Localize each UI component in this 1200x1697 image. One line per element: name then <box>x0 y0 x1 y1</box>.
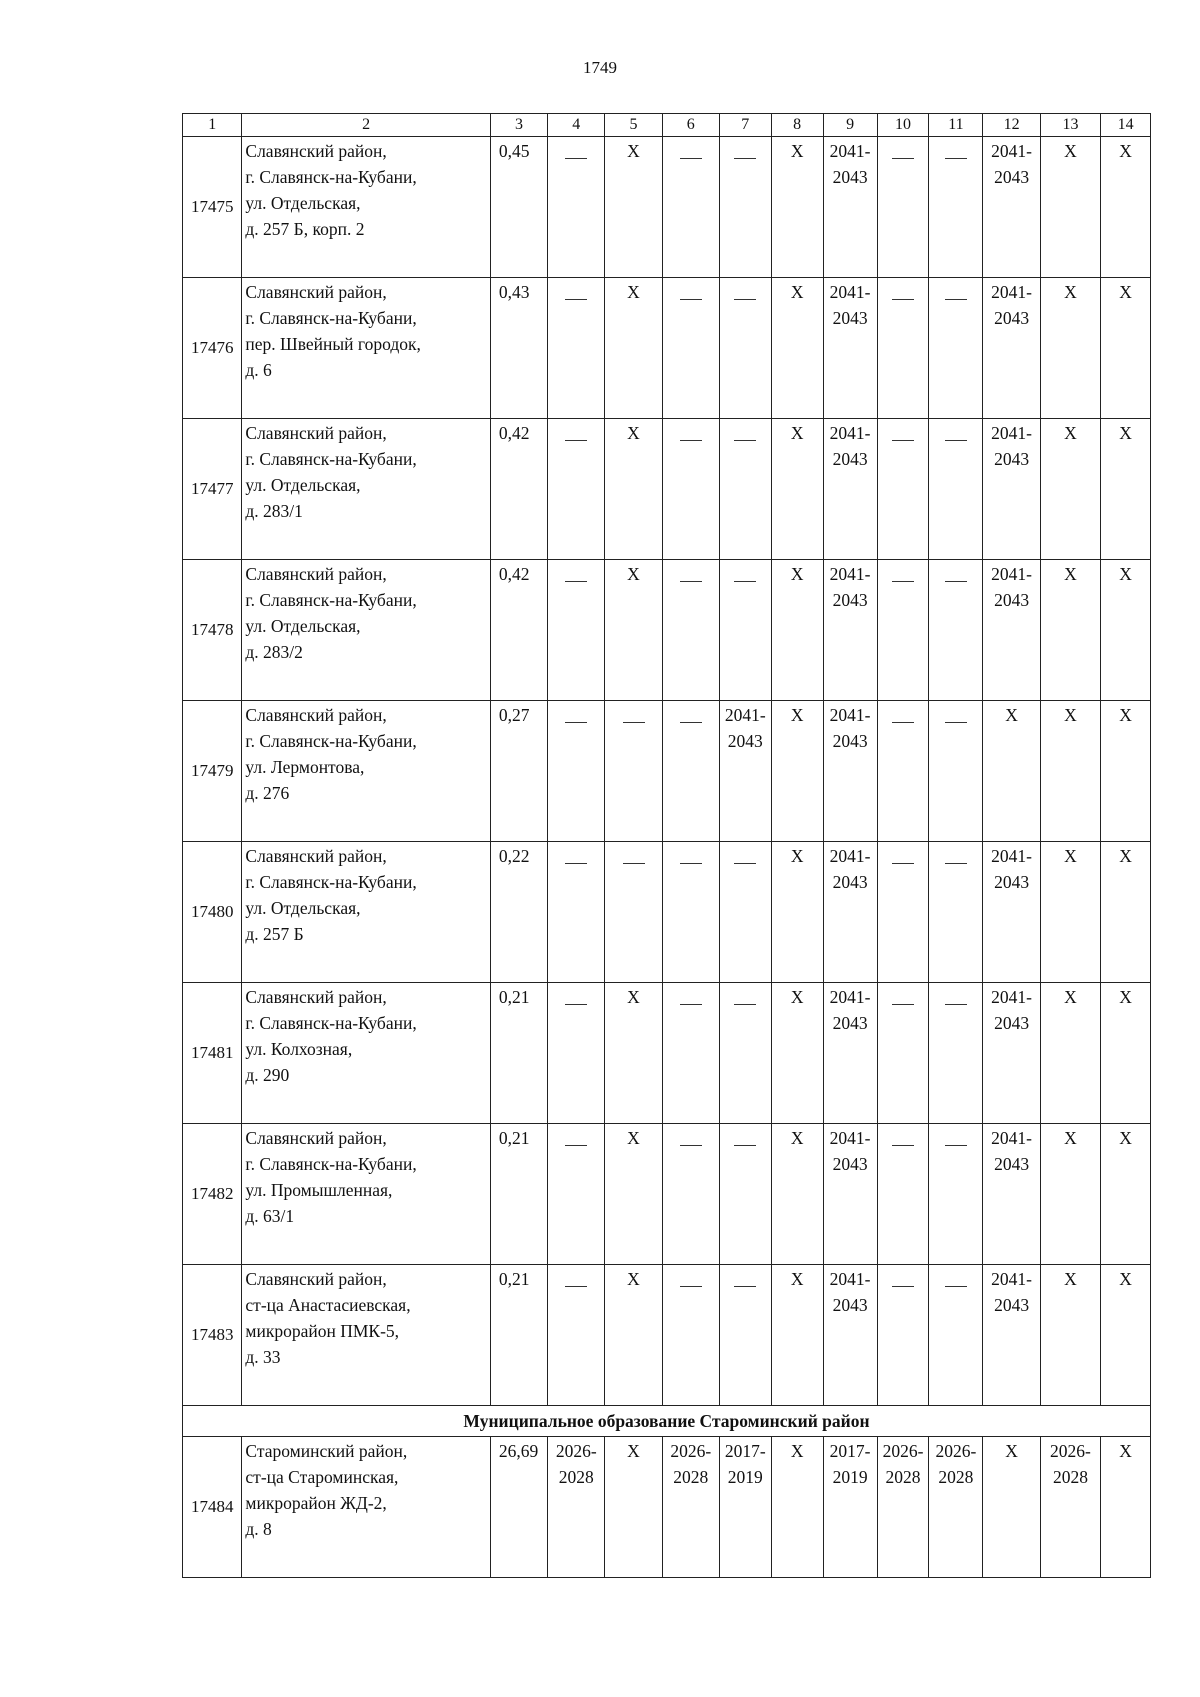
address-cell: Славянский район, г. Славянск-на-Кубани, ул. Колхозная, д. 290 <box>242 983 490 1124</box>
dash-mark <box>945 863 967 864</box>
dash-mark <box>565 299 587 300</box>
value-cell <box>877 983 929 1124</box>
dash-mark <box>945 1145 967 1146</box>
dash-mark <box>892 440 914 441</box>
value-cell: Х <box>771 560 823 701</box>
value-cell: 2026- 2028 <box>1040 1437 1101 1578</box>
dash-mark <box>565 158 587 159</box>
value-cell <box>548 278 605 419</box>
address-cell: Славянский район, г. Славянск-на-Кубани, пер. Швейный городок, д. 6 <box>242 278 490 419</box>
value-cell <box>877 137 929 278</box>
dash-mark <box>623 863 645 864</box>
table-row <box>183 1437 1151 1578</box>
value-cell <box>662 1265 719 1406</box>
value-cell: Х <box>1040 419 1101 560</box>
value-cell: Х <box>771 1437 823 1578</box>
value-cell: Х <box>1101 983 1151 1124</box>
dash-mark <box>680 1145 702 1146</box>
dash-mark <box>680 722 702 723</box>
value-cell: 2041- 2043 <box>719 701 771 842</box>
value-cell <box>605 842 662 983</box>
value-cell: Х <box>771 842 823 983</box>
value-cell <box>605 701 662 842</box>
section-title: Муниципальное образование Староминский район <box>183 1406 1151 1437</box>
value-cell: 2017- 2019 <box>719 1437 771 1578</box>
value-cell <box>719 560 771 701</box>
address-cell: Славянский район, г. Славянск-на-Кубани, ул. Лермонтова, д. 276 <box>242 701 490 842</box>
value-cell <box>719 278 771 419</box>
value-cell: 2041- 2043 <box>983 842 1040 983</box>
dash-mark <box>680 299 702 300</box>
value-cell <box>929 701 983 842</box>
value-cell <box>548 842 605 983</box>
table-row <box>183 137 1151 278</box>
dash-mark <box>565 1145 587 1146</box>
dash-mark <box>734 1145 756 1146</box>
dash-mark <box>945 1004 967 1005</box>
dash-mark <box>680 863 702 864</box>
column-number-1: 1 <box>183 114 242 137</box>
value-cell: 2041- 2043 <box>823 1265 877 1406</box>
value-cell: Х <box>771 278 823 419</box>
column-number-13: 13 <box>1040 114 1101 137</box>
dash-mark <box>734 299 756 300</box>
value-cell: Х <box>605 1265 662 1406</box>
column-number-9: 9 <box>823 114 877 137</box>
value-cell: 2041- 2043 <box>823 560 877 701</box>
column-number-10: 10 <box>877 114 929 137</box>
value-cell <box>548 701 605 842</box>
value-cell <box>877 560 929 701</box>
column-number-12: 12 <box>983 114 1040 137</box>
register-table <box>182 113 1151 1578</box>
row-number: 17483 <box>183 1265 242 1406</box>
address-cell: Староминский район, ст-ца Староминская, микрорайон ЖД-2, д. 8 <box>242 1437 490 1578</box>
value-cell: Х <box>983 1437 1040 1578</box>
row-number: 17475 <box>183 137 242 278</box>
value-cell <box>719 1124 771 1265</box>
value-cell: 2041- 2043 <box>823 842 877 983</box>
value-cell: Х <box>771 983 823 1124</box>
dash-mark <box>892 863 914 864</box>
value-cell: Х <box>771 419 823 560</box>
value-cell: 2041- 2043 <box>983 419 1040 560</box>
dash-mark <box>734 863 756 864</box>
value-cell <box>929 278 983 419</box>
row-number: 17484 <box>183 1437 242 1578</box>
value-cell <box>662 560 719 701</box>
value-cell <box>719 137 771 278</box>
dash-mark <box>734 1004 756 1005</box>
value-cell <box>719 983 771 1124</box>
value-cell <box>929 842 983 983</box>
address-cell: Славянский район, г. Славянск-на-Кубани, ул. Промышленная, д. 63/1 <box>242 1124 490 1265</box>
column-number-6: 6 <box>662 114 719 137</box>
dash-mark <box>892 581 914 582</box>
value-cell <box>548 1265 605 1406</box>
value-cell: Х <box>771 137 823 278</box>
table-body <box>183 114 1151 1578</box>
value-cell: Х <box>1040 842 1101 983</box>
area-value: 0,43 <box>490 278 547 419</box>
dash-mark <box>892 158 914 159</box>
value-cell: 2041- 2043 <box>983 983 1040 1124</box>
value-cell <box>662 842 719 983</box>
value-cell: Х <box>605 983 662 1124</box>
dash-mark <box>945 440 967 441</box>
row-number: 17481 <box>183 983 242 1124</box>
table-row <box>183 560 1151 701</box>
value-cell: 2041- 2043 <box>823 419 877 560</box>
value-cell: Х <box>1101 1124 1151 1265</box>
value-cell: 2041- 2043 <box>823 701 877 842</box>
address-cell: Славянский район, г. Славянск-на-Кубани, ул. Отдельская, д. 257 Б, корп. 2 <box>242 137 490 278</box>
column-number-2: 2 <box>242 114 490 137</box>
value-cell <box>548 1124 605 1265</box>
value-cell: Х <box>605 419 662 560</box>
dash-mark <box>734 1286 756 1287</box>
column-number-3: 3 <box>490 114 547 137</box>
value-cell <box>662 137 719 278</box>
area-value: 0,22 <box>490 842 547 983</box>
row-number: 17479 <box>183 701 242 842</box>
area-value: 0,42 <box>490 560 547 701</box>
dash-mark <box>680 581 702 582</box>
dash-mark <box>734 440 756 441</box>
value-cell: Х <box>1040 1124 1101 1265</box>
dash-mark <box>565 722 587 723</box>
dash-mark <box>565 1286 587 1287</box>
area-value: 0,42 <box>490 419 547 560</box>
page-number: 1749 <box>583 58 617 77</box>
value-cell: Х <box>771 701 823 842</box>
value-cell <box>719 842 771 983</box>
dash-mark <box>892 722 914 723</box>
table-row <box>183 842 1151 983</box>
area-value: 26,69 <box>490 1437 547 1578</box>
dash-mark <box>565 581 587 582</box>
area-value: 0,21 <box>490 1124 547 1265</box>
value-cell: 2026- 2028 <box>662 1437 719 1578</box>
table-row <box>183 983 1151 1124</box>
value-cell <box>929 137 983 278</box>
value-cell: Х <box>1101 1265 1151 1406</box>
value-cell <box>548 137 605 278</box>
dash-mark <box>680 158 702 159</box>
column-number-14: 14 <box>1101 114 1151 137</box>
value-cell: 2017- 2019 <box>823 1437 877 1578</box>
area-value: 0,21 <box>490 1265 547 1406</box>
value-cell: Х <box>771 1124 823 1265</box>
value-cell: Х <box>771 1265 823 1406</box>
value-cell: Х <box>605 278 662 419</box>
value-cell: Х <box>1040 983 1101 1124</box>
value-cell <box>929 1124 983 1265</box>
value-cell: 2026- 2028 <box>929 1437 983 1578</box>
value-cell: Х <box>1101 419 1151 560</box>
value-cell <box>548 419 605 560</box>
dash-mark <box>892 1004 914 1005</box>
value-cell <box>662 419 719 560</box>
dash-mark <box>945 722 967 723</box>
value-cell <box>548 983 605 1124</box>
column-number-header <box>183 114 1151 137</box>
dash-mark <box>945 158 967 159</box>
dash-mark <box>892 1145 914 1146</box>
value-cell: 2041- 2043 <box>823 983 877 1124</box>
value-cell: Х <box>983 701 1040 842</box>
value-cell <box>929 419 983 560</box>
value-cell: Х <box>1040 560 1101 701</box>
value-cell: Х <box>605 560 662 701</box>
value-cell: Х <box>1101 278 1151 419</box>
dash-mark <box>565 440 587 441</box>
column-number-4: 4 <box>548 114 605 137</box>
value-cell: 2041- 2043 <box>823 1124 877 1265</box>
row-number: 17477 <box>183 419 242 560</box>
value-cell <box>929 983 983 1124</box>
table-row <box>183 278 1151 419</box>
value-cell <box>929 1265 983 1406</box>
dash-mark <box>734 581 756 582</box>
value-cell: 2041- 2043 <box>983 560 1040 701</box>
value-cell <box>662 1124 719 1265</box>
table-row <box>183 1265 1151 1406</box>
address-cell: Славянский район, г. Славянск-на-Кубани, ул. Отдельская, д. 283/2 <box>242 560 490 701</box>
value-cell: Х <box>605 137 662 278</box>
value-cell: Х <box>1040 701 1101 842</box>
dash-mark <box>565 1004 587 1005</box>
value-cell: 2041- 2043 <box>823 137 877 278</box>
table-row <box>183 701 1151 842</box>
value-cell: 2041- 2043 <box>983 1265 1040 1406</box>
address-cell: Славянский район, г. Славянск-на-Кубани, ул. Отдельская, д. 257 Б <box>242 842 490 983</box>
row-number: 17482 <box>183 1124 242 1265</box>
row-number: 17478 <box>183 560 242 701</box>
value-cell <box>877 701 929 842</box>
value-cell <box>877 842 929 983</box>
area-value: 0,45 <box>490 137 547 278</box>
dash-mark <box>945 1286 967 1287</box>
value-cell: 2026- 2028 <box>548 1437 605 1578</box>
value-cell: Х <box>1101 701 1151 842</box>
value-cell <box>877 419 929 560</box>
row-number: 17476 <box>183 278 242 419</box>
value-cell: 2041- 2043 <box>823 278 877 419</box>
value-cell: 2026- 2028 <box>877 1437 929 1578</box>
column-number-5: 5 <box>605 114 662 137</box>
dash-mark <box>680 440 702 441</box>
value-cell <box>662 983 719 1124</box>
value-cell: Х <box>1101 842 1151 983</box>
value-cell: Х <box>1040 278 1101 419</box>
value-cell: 2041- 2043 <box>983 278 1040 419</box>
area-value: 0,21 <box>490 983 547 1124</box>
value-cell: Х <box>1101 560 1151 701</box>
value-cell <box>662 278 719 419</box>
value-cell: Х <box>605 1437 662 1578</box>
dash-mark <box>623 722 645 723</box>
value-cell: Х <box>1040 1265 1101 1406</box>
value-cell <box>877 278 929 419</box>
value-cell <box>719 1265 771 1406</box>
table-row <box>183 1124 1151 1265</box>
column-number-7: 7 <box>719 114 771 137</box>
value-cell: 2041- 2043 <box>983 137 1040 278</box>
value-cell <box>877 1124 929 1265</box>
section-header-row <box>183 1406 1151 1437</box>
dash-mark <box>680 1286 702 1287</box>
address-cell: Славянский район, г. Славянск-на-Кубани, ул. Отдельская, д. 283/1 <box>242 419 490 560</box>
table-row <box>183 419 1151 560</box>
value-cell <box>662 701 719 842</box>
dash-mark <box>565 863 587 864</box>
value-cell: Х <box>605 1124 662 1265</box>
value-cell: Х <box>1101 137 1151 278</box>
column-number-11: 11 <box>929 114 983 137</box>
address-cell: Славянский район, ст-ца Анастасиевская, микрорайон ПМК-5, д. 33 <box>242 1265 490 1406</box>
dash-mark <box>892 1286 914 1287</box>
dash-mark <box>945 299 967 300</box>
value-cell: Х <box>1101 1437 1151 1578</box>
dash-mark <box>734 158 756 159</box>
value-cell <box>548 560 605 701</box>
value-cell <box>719 419 771 560</box>
value-cell <box>929 560 983 701</box>
dash-mark <box>892 299 914 300</box>
value-cell: Х <box>1040 137 1101 278</box>
dash-mark <box>945 581 967 582</box>
row-number: 17480 <box>183 842 242 983</box>
value-cell <box>877 1265 929 1406</box>
dash-mark <box>680 1004 702 1005</box>
value-cell: 2041- 2043 <box>983 1124 1040 1265</box>
area-value: 0,27 <box>490 701 547 842</box>
column-number-8: 8 <box>771 114 823 137</box>
